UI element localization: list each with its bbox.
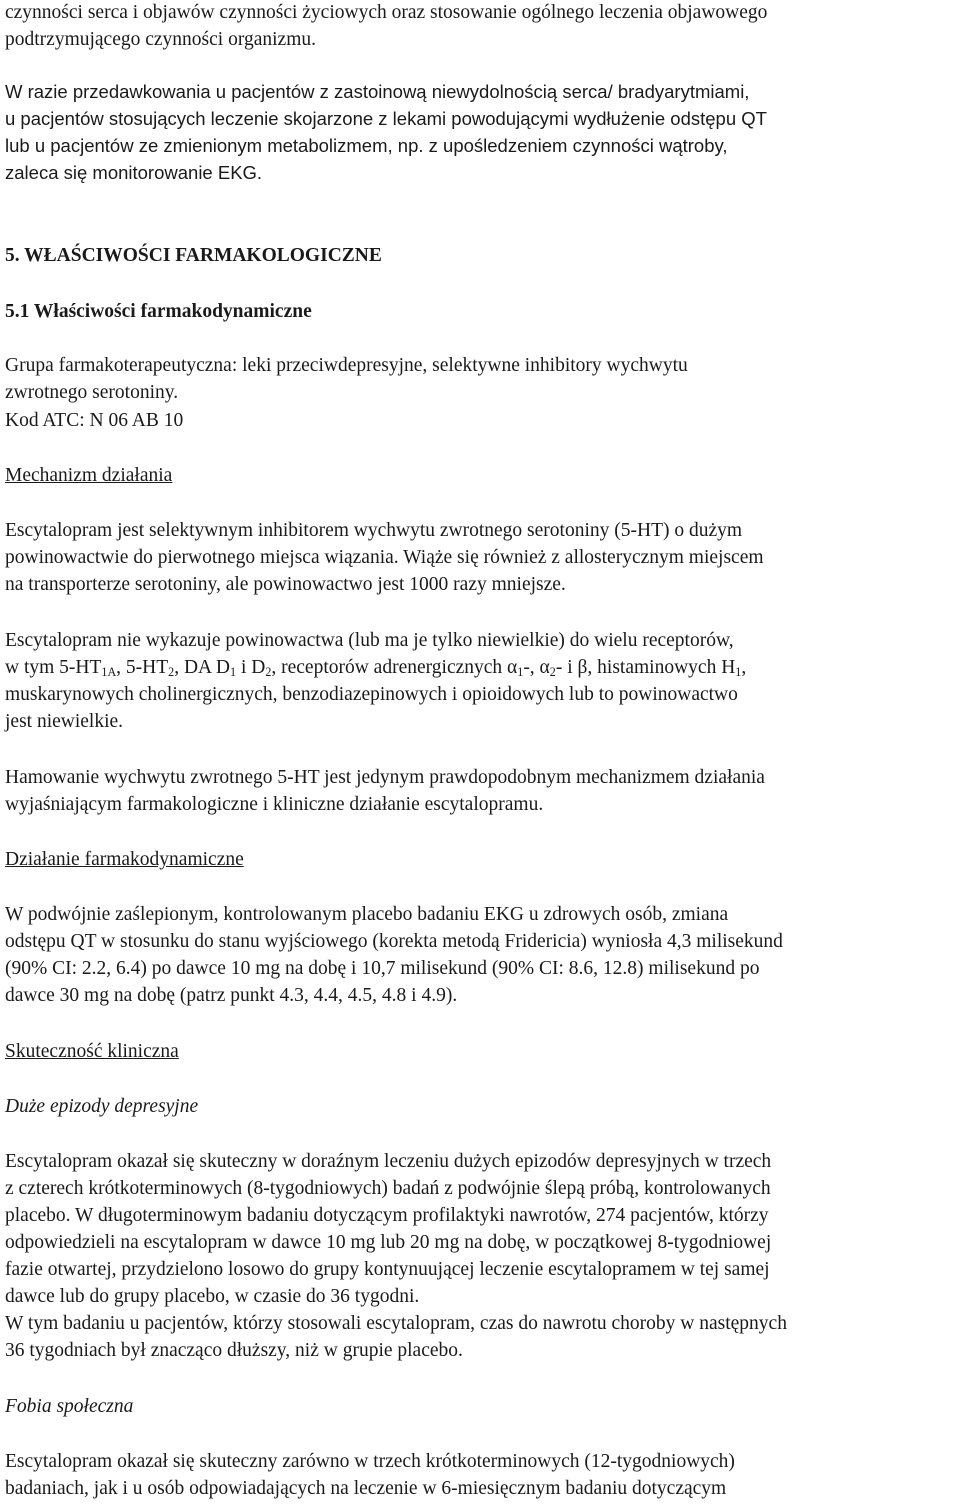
paragraph-mechanism-1 — [5, 517, 764, 598]
text-line: dawce 30 mg na dobę (patrz punkt 4.3, 4.4, 4.5, 4.8 i 4.9). — [5, 985, 458, 1006]
section-5-1-title: 5.1 Właściwości farmakodynamiczne — [5, 301, 312, 322]
text-line: lub u pacjentów ze zmienionym metabolizmem, np. z upośledzeniem czynności wątroby, — [5, 135, 728, 156]
text-line: z czterech krótkoterminowych (8-tygodniowych) badań z podwójnie ślepą próbą, kontrolowanych — [5, 1178, 771, 1199]
text-line: W tym badaniu u pacjentów, którzy stosowali escytalopram, czas do nawrotu choroby w następnych — [5, 1313, 787, 1334]
text-line: badaniach, jak i u osób odpowiadających na leczenie w 6-miesięcznym badaniu dotyczącym — [5, 1478, 727, 1499]
text-line: muskarynowych cholinergicznych, benzodiazepinowych i opioidowych lub to powinowactwo — [5, 684, 738, 705]
text-line: dawce lub do grupy placebo, w czasie do 36 tygodni. — [5, 1286, 420, 1307]
text-line: Escytalopram okazał się skuteczny zarówno w trzech krótkoterminowych (12-tygodniowych) — [5, 1451, 735, 1472]
paragraph-mechanism-2 — [5, 627, 746, 735]
text-line: podtrzymującego czynności organizmu. — [5, 29, 317, 50]
atc-code: Kod ATC: N 06 AB 10 — [5, 410, 184, 431]
heading-major-depressive-episodes: Duże epizody depresyjne — [5, 1096, 199, 1117]
text-line: (90% CI: 2.2, 6.4) po dawce 10 mg na dobę i 10,7 milisekund (90% CI: 8.6, 12.8) milisekund po — [5, 958, 760, 979]
text-line: Grupa farmakoterapeutyczna: leki przeciwdepresyjne, selektywne inhibitory wychwytu — [5, 355, 688, 376]
paragraph-social-phobia — [5, 1448, 735, 1502]
heading-pharmacodynamic-effects: Działanie farmakodynamiczne — [5, 849, 244, 870]
text-line: W podwójnie zaślepionym, kontrolowanym placebo badaniu EKG u zdrowych osób, zmiana — [5, 904, 729, 925]
section-5-title: 5. WŁAŚCIWOŚCI FARMAKOLOGICZNE — [5, 245, 382, 266]
text-line: Escytalopram okazał się skuteczny w doraźnym leczeniu dużych epizodów depresyjnych w trzech — [5, 1151, 772, 1172]
paragraph-pharmacotherapeutic-group — [5, 352, 688, 406]
heading-social-phobia: Fobia społeczna — [5, 1396, 134, 1417]
text-line: zaleca się monitorowanie EKG. — [5, 162, 263, 183]
text-line-receptors: w tym $5-HT_{1A}$, $5-HT_2$, DA $D_1$ i $D_2$, receptorów adrenergicznych $\alpha_1-$, $\alpha_2-$ i β, histaminowych $H_1$, — [5, 657, 747, 680]
text-line: Hamowanie wychwytu zwrotnego 5-HT jest jedynym prawdopodobnym mechanizmem działania — [5, 767, 765, 788]
text-line: odstępu QT w stosunku do stanu wyjściowego (korekta metodą Fridericia) wyniosła 4,3 milisekund — [5, 931, 783, 952]
text-line: placebo. W długoterminowym badaniu dotyczącym profilaktyki nawrotów, 274 pacjentów, którzy — [5, 1205, 769, 1226]
text-line: jest niewielkie. — [5, 711, 124, 732]
text-line: W razie przedawkowania u pacjentów z zastoinową niewydolnością serca/ bradyarytmiami, — [5, 81, 750, 102]
paragraph-mechanism-3 — [5, 764, 765, 818]
heading-mechanism: Mechanizm działania — [5, 465, 173, 486]
paragraph-overdose-treatment — [5, 0, 767, 53]
text-line: czynności serca i objawów czynności życiowych oraz stosowanie ogólnego leczenia objawowego — [5, 2, 768, 23]
text-line: zwrotnego serotoniny. — [5, 382, 179, 403]
text-line: wyjaśniającym farmakologiczne i kliniczne działanie escytalopramu. — [5, 794, 544, 815]
text-line: odpowiedzieli na escytalopram w dawce 10 mg lub 20 mg na dobę, w początkowej 8-tygodniowej — [5, 1232, 772, 1253]
text-line: fazie otwartej, przydzielono losowo do grupy kontynuującej leczenie escytalopramem w tej samej — [5, 1259, 770, 1280]
text-line: u pacjentów stosujących leczenie skojarzone z lekami powodującymi wydłużenie odstępu QT — [5, 108, 767, 129]
heading-clinical-efficacy: Skuteczność kliniczna — [5, 1041, 179, 1062]
text-line: Escytalopram jest selektywnym inhibitorem wychwytu zwrotnego serotoniny (5-HT) o dużym — [5, 520, 743, 541]
paragraph-overdose-ecg — [5, 78, 767, 186]
paragraph-ecg-study — [5, 901, 783, 1009]
paragraph-depression-efficacy — [5, 1148, 787, 1364]
text-line: 36 tygodniach był znacząco dłuższy, niż w grupie placebo. — [5, 1340, 463, 1361]
text-line: Escytalopram nie wykazuje powinowactwa (lub ma je tylko niewielkie) do wielu receptorów, — [5, 630, 734, 651]
text-line: powinowactwie do pierwotnego miejsca wiązania. Wiąże się również z allosterycznym miejscem — [5, 547, 764, 568]
text-line: na transporterze serotoniny, ale powinowactwo jest 1000 razy mniejsze. — [5, 574, 566, 595]
